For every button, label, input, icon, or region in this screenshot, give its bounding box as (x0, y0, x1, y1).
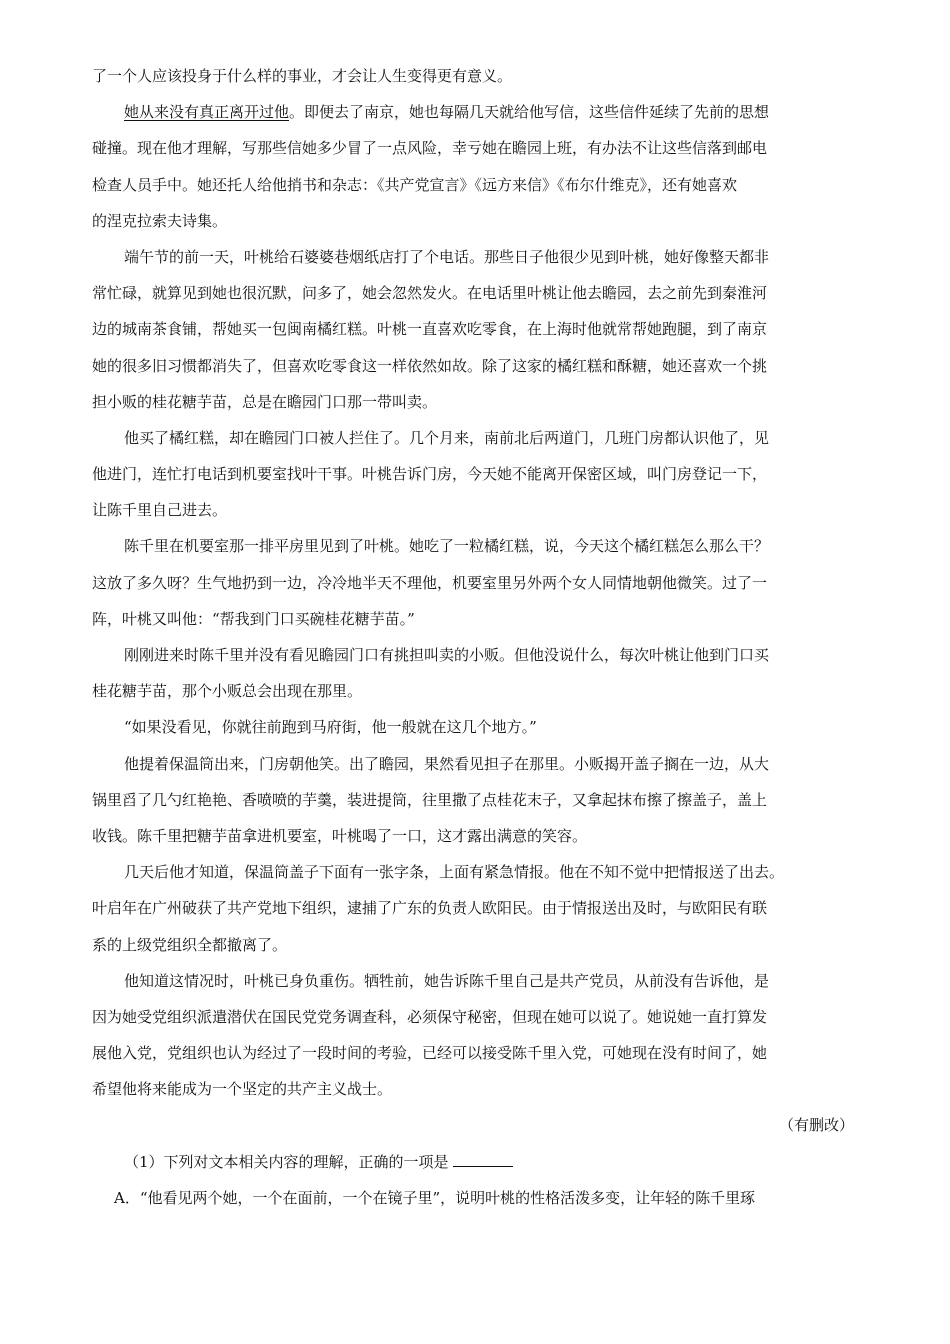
paragraph-line: 她的很多旧习惯都消失了，但喜欢吃零食这一样依然如故。除了这家的橘红糕和酥糖，她还喜欢一个挑 (92, 356, 768, 375)
paragraph-line: 常忙碌，就算见到她也很沉默，问多了，她会忽然发火。在电话里叶桃让他去瞻园，去之前先到秦淮河 (92, 284, 768, 303)
paragraph-line: 刚刚进来时陈千里并没有看见瞻园门口有挑担叫卖的小贩。但他没说什么，每次叶桃让他到门口买 (124, 646, 770, 664)
paragraph-line: 边的城南茶食铺，帮她买一包闽南橘红糕。叶桃一直喜欢吃零食，在上海时他就常帮她跑腿，到了南京 (92, 320, 768, 339)
paragraph-line: 他买了橘红糕，却在瞻园门口被人拦住了。几个月来，南前北后两道门，几班门房都认识他了，见 (124, 428, 770, 447)
paragraph-line: 陈千里在机要室那一排平房里见到了叶桃。她吃了一粒橘红糕，说，今天这个橘红糕怎么那么干？ (124, 537, 770, 556)
paragraph-line: 端午节的前一天，叶桃给石婆婆巷烟纸店打了个电话。那些日子他很少见到叶桃，她好像整天都非 (124, 247, 770, 266)
answer-blank[interactable] (453, 1152, 513, 1167)
paragraph-line: 叶启年在广州破获了共产党地下组织，逮捕了广东的负责人欧阳民。由于情报送出及时，与欧阳民有联 (92, 899, 768, 918)
paragraph-line: 收钱。陈千里把糖芋苗拿进机要室，叶桃喝了一口，这才露出满意的笑容。 (92, 826, 588, 845)
paragraph-line (92, 94, 862, 130)
paragraph-line: 碰撞。现在他才理解，写那些信她多少冒了一点风险，幸亏她在瞻园上班，有办法不让这些信落到邮电 (92, 139, 768, 158)
paragraph-line: 展他入党，党组织也认为经过了一段时间的考验，已经可以接受陈千里入党，可她现在没有时间了，她 (92, 1044, 768, 1063)
source-note: （有删改） (778, 1116, 854, 1135)
paragraph-line: 他提着保温筒出来，门房朝他笑。出了瞻园，果然看见担子在那里。小贩揭开盖子搁在一边，从大 (124, 754, 770, 773)
paragraph-text: 。即便去了南京，她也每隔几天就给他写信，这些信件延续了先前的思想 (289, 103, 770, 122)
question-text: （1）下列对文本相关内容的理解，正确的一项是 (124, 1152, 449, 1171)
paragraph-line: 锅里舀了几勺红艳艳、香喷喷的芋羹，装进提筒，往里撒了点桂花末子，又拿起抹布擦了擦盖子，盖上 (92, 790, 768, 809)
paragraph-line: 担小贩的桂花糖芋苗，总是在瞻园门口那一带叫卖。 (92, 392, 438, 411)
paragraph-line: 这放了多久呀？生气地扔到一边，冷冷地半天不理他，机要室里另外两个女人同情地朝他微笑。过了一 (92, 573, 768, 592)
question-stem (92, 1144, 862, 1180)
paragraph-line: 系的上级党组织全都撤离了。 (92, 935, 288, 954)
paragraph-line: 检查人员手中。她还托人给他捎书和杂志：《共产党宣言》《远方来信》《布尔什维克》，还有她喜欢 (92, 175, 738, 194)
underlined-sentence: 她从来没有真正离开过他 (124, 103, 290, 122)
paragraph-line: “如果没看见，你就往前跑到马府街，他一般就在这几个地方。” (124, 718, 537, 737)
paragraph-line: 因为她受党组织派遣潜伏在国民党党务调查科，必须保守秘密，但现在她可以说了。她说她一直打算发 (92, 1007, 768, 1026)
question-option-a: A．“他看见两个她，一个在面前，一个在镜子里”，说明叶桃的性格活泼多变，让年轻的陈千里琢 (114, 1188, 756, 1207)
paragraph-line: 的涅克拉索夫诗集。 (92, 211, 228, 230)
document-page (92, 58, 862, 1216)
paragraph-line: 希望他将来能成为一个坚定的共产主义战士。 (92, 1080, 393, 1099)
paragraph-line: 了一个人应该投身于什么样的事业，才会让人生变得更有意义。 (92, 67, 513, 85)
paragraph-line: 让陈千里自己进去。 (92, 501, 228, 520)
paragraph-line: 桂花糖芋苗，那个小贩总会出现在那里。 (92, 682, 363, 701)
paragraph-line: 他知道这情况时，叶桃已身负重伤。牺牲前，她告诉陈千里自己是共产党员，从前没有告诉他，是 (124, 971, 770, 990)
paragraph-line: 他进门，连忙打电话到机要室找叶干事。叶桃告诉门房，今天她不能离开保密区域，叫门房登记一下， (92, 465, 768, 484)
paragraph-line: 几天后他才知道，保温筒盖子下面有一张字条，上面有紧急情报。他在不知不觉中把情报送了出去。 (124, 863, 785, 882)
paragraph-line: 阵，叶桃又叫他：“帮我到门口买碗桂花糖芋苗。” (92, 609, 415, 628)
